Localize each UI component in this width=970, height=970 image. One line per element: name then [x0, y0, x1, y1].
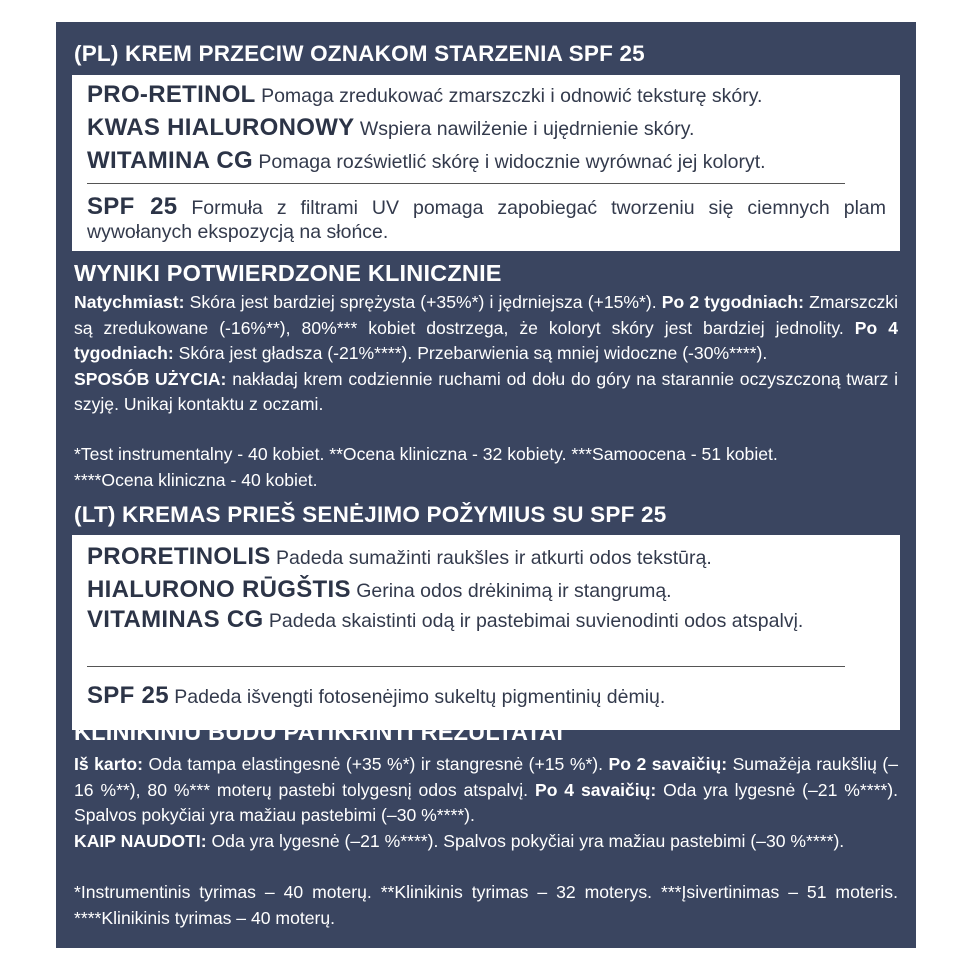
pl-separator: [87, 183, 845, 184]
pl-usage-text: nakładaj krem codziennie ruchami od dołu do góry na starannie oczyszczoną twarz i szyję. Unikaj kontaktu z oczami.: [74, 368, 899, 414]
lt-footnote: *Instrumentinis tyrimas – 40 moterų. **Klinikinis tyrimas – 32 moterys. ***Įsivertinimas – 51 moteris. ****Klinikinis tyrimas – 40 moterų.: [74, 882, 898, 928]
lt-ingredient-3-name: VITAMINAS CG: [87, 606, 264, 633]
pl-spf: [87, 195, 886, 244]
lt-spf: [87, 682, 665, 710]
pl-results-text-2: Zmarszczki są zredukowane (-16%**), 80%*** kobiet dostrzega, że koloryt skóry jest bardziej jednolity.: [74, 292, 899, 338]
pl-results-label-3: Po 4 tygodniach:: [74, 317, 898, 363]
pl-ingredient-3: [87, 147, 766, 175]
pl-ingredient-3-name: WITAMINA CG: [87, 147, 253, 174]
pl-footnote-1: *Test instrumentalny - 40 kobiet. **Ocena kliniczna - 32 kobiety. ***Samoocena - 51 kobiet.: [74, 444, 778, 464]
pl-ingredient-2-desc: Wspiera nawilżenie i ujędrnienie skóry.: [359, 118, 695, 140]
lt-results-label-1: Iš karto:: [74, 754, 144, 774]
lt-results-text-2: Sumažėja raukšlių (–16 %**), 80 %*** moterų pastebi tolygesnį odos atspalvį.: [74, 754, 899, 800]
lt-ingredient-3-desc: Padeda skaistinti odą ir pastebimai suvienodinti odos atspalvį.: [268, 610, 804, 632]
pl-ingredient-1-name: PRO-RETINOL: [87, 81, 256, 108]
lt-results-text-1: Oda tampa elastingesnė (+35 %*) ir stangresnė (+15 %*).: [148, 754, 604, 774]
lt-title: (LT) KREMAS PRIEŠ SENĖJIMO POŽYMIUS SU SPF 25: [74, 502, 667, 527]
lt-spf-name: SPF 25: [87, 682, 169, 709]
pl-spf-name: SPF 25: [87, 193, 178, 220]
lt-ingredient-1: [87, 543, 712, 571]
lt-spf-desc: Padeda išvengti fotosenėjimo sukeltų pigmentinių dėmių.: [174, 686, 666, 708]
pl-results-title: WYNIKI POTWIERDZONE KLINICZNIE: [74, 260, 502, 286]
pl-title: (PL) KREM PRZECIW OZNAKOM STARZENIA SPF 25: [74, 41, 645, 66]
lt-results-text: [74, 752, 898, 854]
pl-results-label-1: Natychmiast:: [74, 292, 185, 312]
lt-results-label-2: Po 2 savaičių:: [608, 754, 728, 774]
pl-ingredient-2: [87, 114, 694, 142]
lt-separator: [87, 666, 845, 667]
label-panel: [56, 22, 916, 948]
pl-results-text-3: Skóra jest gładsza (-21%****). Przebarwienia są mniej widoczne (-30%****).: [178, 343, 768, 363]
pl-results-text: [74, 290, 898, 418]
pl-ingredient-3-desc: Pomaga rozświetlić skórę i widocznie wyrównać jej koloryt.: [258, 151, 766, 173]
lt-ingredients-box: [72, 535, 900, 730]
lt-usage-text: Oda yra lygesnė (–21 %****). Spalvos pokyčiai yra mažiau pastebimi (–30 %****).: [211, 830, 845, 851]
lt-ingredient-2-desc: Gerina odos drėkinimą ir stangrumą.: [356, 580, 672, 602]
lt-ingredient-3: [87, 608, 886, 633]
pl-spf-desc: Formuła z filtrami UV pomaga zapobiegać tworzeniu się ciemnych plam wywołanych ekspozycją na słońce.: [87, 197, 886, 243]
pl-ingredients-box: [72, 75, 900, 251]
pl-footnote-2: ****Ocena kliniczna - 40 kobiet.: [74, 469, 318, 490]
lt-ingredient-1-name: PRORETINOLIS: [87, 543, 271, 570]
lt-usage-label: KAIP NAUDOTI:: [74, 830, 207, 851]
lt-results-text-3: Oda yra lygesnė (–21 %****). Spalvos pokyčiai yra mažiau pastebimi (–30 %****).: [74, 779, 899, 825]
lt-results-title: KLINIKINIU BŪDU PATIKRINTI REZULTATAI: [74, 719, 564, 745]
pl-results-text-1: Skóra jest bardziej sprężysta (+35%*) i jędrniejsza (+15%*).: [189, 292, 657, 312]
lt-ingredient-2-name: HIALURONO RŪGŠTIS: [87, 576, 351, 603]
pl-usage-label: SPOSÓB UŻYCIA:: [74, 368, 227, 389]
pl-ingredient-1: [87, 81, 762, 109]
lt-ingredient-1-desc: Padeda sumažinti raukšles ir atkurti odos tekstūrą.: [276, 547, 712, 569]
pl-results-label-2: Po 2 tygodniach:: [661, 292, 804, 312]
lt-results-label-3: Po 4 savaičių:: [534, 779, 657, 800]
pl-footnotes: [74, 442, 898, 493]
lt-ingredient-2: [87, 576, 672, 604]
pl-ingredient-2-name: KWAS HIALURONOWY: [87, 114, 355, 141]
pl-ingredient-1-desc: Pomaga zredukować zmarszczki i odnowić teksturę skóry.: [261, 85, 763, 107]
